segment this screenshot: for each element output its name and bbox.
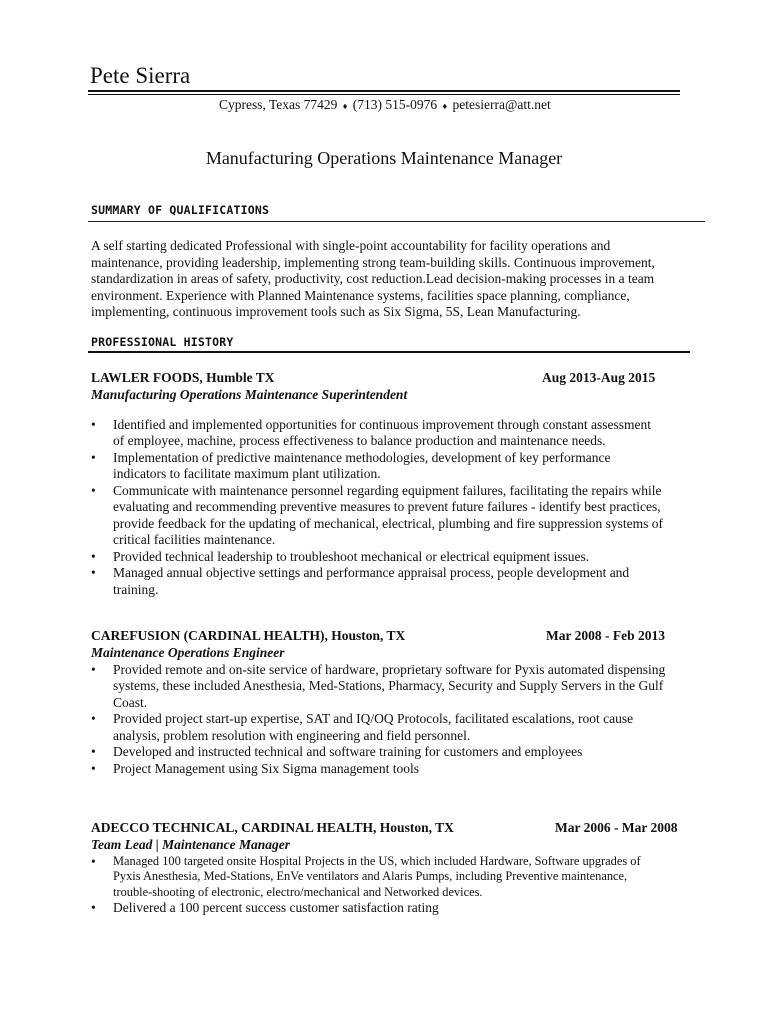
bullet-icon: • (91, 760, 96, 776)
bullet-item (91, 761, 681, 778)
bullet-item (91, 900, 683, 917)
summary-paragraph (91, 238, 691, 321)
job-role: Manufacturing Operations Maintenance Superintendent (91, 387, 408, 402)
bullet-item (91, 417, 681, 450)
bullet-line: Communicate with maintenance personnel regarding equipment failures, facilitating the repairs while (113, 482, 662, 498)
bullet-line: Developed and instructed technical and software training for customers and employees (113, 744, 583, 759)
bullet-item (91, 744, 681, 761)
bullet-line: of employee, machine, process effectiveness to balance production and maintenance needs. (113, 433, 606, 448)
bullet-item (91, 549, 681, 566)
summary-line: environment. Experience with Planned Maintenance systems, facilities space planning, compliance, (91, 287, 630, 303)
job-dates: Aug 2013-Aug 2015 (542, 370, 656, 385)
job-header (91, 628, 681, 645)
document-title-text: Manufacturing Operations Maintenance Manager (205, 148, 563, 168)
job-entry-carefusion (91, 628, 681, 777)
contact-email[interactable]: petesierra@att.net (452, 97, 551, 112)
summary-line: maintenance, providing leadership, implementing strong team-building skills. Continuous improvement, (91, 254, 655, 270)
bullet-line: Provided remote and on-site service of hardware, proprietary software for Pyxis automated dispensing (113, 661, 666, 677)
job-company: LAWLER FOODS, Humble TX (91, 370, 275, 385)
history-rule (88, 351, 690, 353)
header-double-rule (88, 90, 680, 95)
summary-heading: SUMMARY OF QUALIFICATIONS (91, 203, 270, 217)
job-header (91, 820, 683, 837)
candidate-name: Pete Sierra (90, 63, 191, 88)
job-company: CAREFUSION (CARDINAL HEALTH), Houston, TX (91, 628, 406, 643)
bullet-icon: • (91, 482, 96, 498)
bullet-item (91, 450, 681, 483)
job-dates: Mar 2006 - Mar 2008 (555, 820, 678, 835)
bullet-line: Managed annual objective settings and performance appraisal process, people development and (113, 565, 630, 580)
bullet-line: systems, these included Anesthesia, Med-Stations, Pharmacy, Security and Supply Servers in the Gulf (113, 678, 664, 693)
bullet-icon: • (91, 449, 96, 465)
contact-location: Cypress, Texas 77429 (219, 97, 338, 112)
job-entry-adecco (91, 820, 683, 917)
bullet-item (91, 565, 681, 598)
bullet-icon: • (91, 565, 96, 580)
job-role: Team Lead | Maintenance Manager (91, 837, 290, 852)
bullet-line: Implementation of predictive maintenance methodologies, development of key performance (113, 449, 611, 465)
bullet-icon: • (91, 711, 96, 726)
bullet-icon: • (91, 661, 96, 677)
summary-line: implementing, continuous improvement tools such as Six Sigma, 5S, Lean Manufacturing. (91, 304, 581, 319)
contact-line (219, 96, 551, 115)
bullet-line: Project Management using Six Sigma management tools (113, 760, 419, 776)
bullet-icon: • (91, 744, 96, 759)
job-company: ADECCO TECHNICAL, CARDINAL HEALTH, Houston, TX (91, 820, 454, 835)
bullet-item (91, 854, 683, 901)
bullet-icon: • (91, 416, 96, 432)
bullet-line: analysis, problem resolution with engineering and field personnel. (113, 727, 471, 743)
job-bullets (91, 854, 683, 917)
job-role: Maintenance Operations Engineer (91, 645, 285, 660)
bullet-line: Delivered a 100 percent success customer satisfaction rating (113, 900, 439, 915)
job-header (91, 370, 681, 387)
bullet-item (91, 711, 681, 744)
bullet-icon: • (91, 853, 96, 869)
bullet-item (91, 483, 681, 549)
document-title (0, 147, 768, 169)
bullet-line: Provided project start-up expertise, SAT and IQ/OQ Protocols, facilitated escalations, root cause (113, 711, 634, 726)
bullet-line: trouble-shooting of electronic, electro/mechanical and Networked devices. (113, 884, 483, 899)
bullet-line: Identified and implemented opportunities for continuous improvement through constant assessment (113, 416, 652, 432)
job-dates: Mar 2008 - Feb 2013 (546, 628, 665, 643)
job-bullets (91, 662, 681, 778)
contact-phone: (713) 515-0976 (352, 97, 438, 112)
bullet-icon: • (91, 900, 96, 915)
separator-diamond-icon: ♦ (442, 100, 448, 111)
bullet-line: evaluating and recommending preventive measures to prevent future failures - identify best practices, (113, 499, 661, 514)
bullet-icon: • (91, 548, 96, 564)
bullet-line: Managed 100 targeted onsite Hospital Projects in the US, which included Hardware, Software upgrades of (113, 853, 641, 868)
bullet-item (91, 662, 681, 712)
history-heading: PROFESSIONAL HISTORY (91, 335, 234, 349)
bullet-line: Provided technical leadership to troubleshoot mechanical or electrical equipment issues. (113, 548, 590, 564)
summary-line: A self starting dedicated Professional with single-point accountability for facility operations and (91, 238, 611, 253)
bullet-line: critical facilities maintenance. (113, 532, 276, 547)
summary-rule (88, 221, 705, 222)
bullet-line: training. (113, 581, 159, 597)
job-entry-lawler (91, 370, 681, 598)
bullet-line: indicators to facilitate maximum plant utilization. (113, 466, 381, 481)
bullet-line: Coast. (113, 694, 148, 710)
bullet-line: Pyxis Anesthesia, Med-Stations, EnVe ventilators and Alaris Pumps, including Preventive maintenance, (113, 869, 628, 883)
bullet-line: provide feedback for the updating of mechanical, electrical, plumbing and fire suppression systems of (113, 515, 663, 531)
summary-line: standardization in areas of safety, productivity, cost reduction.Lead decision-making processes in a team (91, 271, 655, 286)
job-bullets (91, 417, 681, 599)
separator-diamond-icon: ♦ (342, 100, 348, 111)
